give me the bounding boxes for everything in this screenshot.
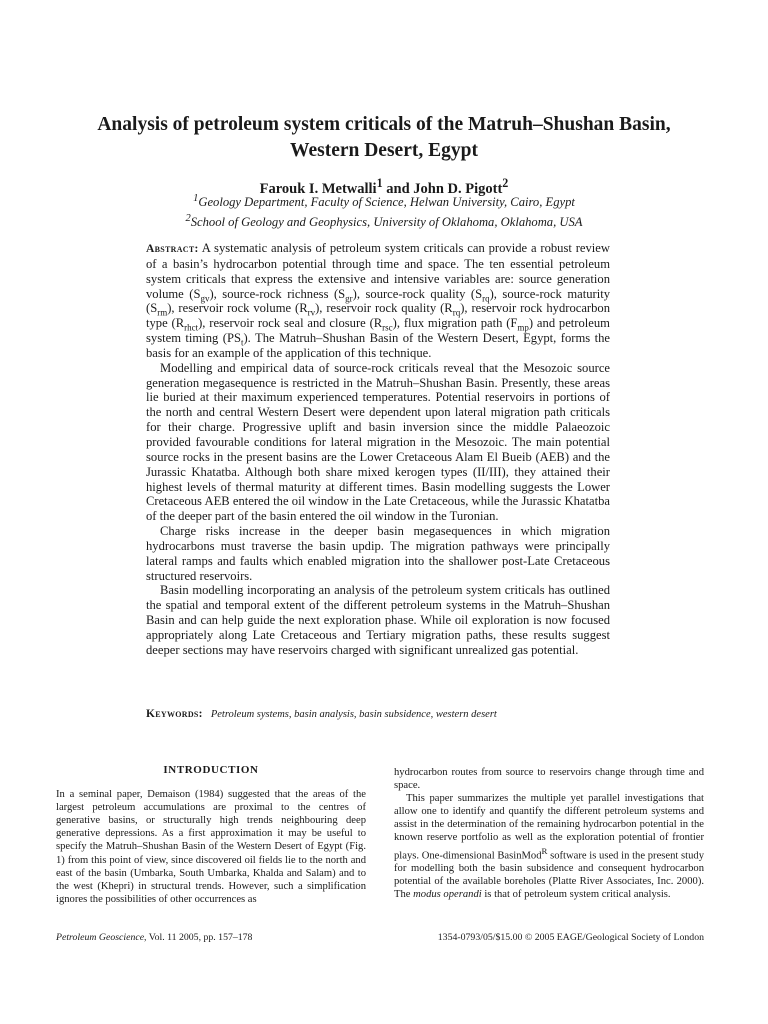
journal-name: Petroleum Geoscience bbox=[56, 932, 145, 943]
abstract-paragraph: Modelling and empirical data of source-rock criticals reveal that the Mesozoic source generation megasequence is restricted in the Matruh–Shushan Basin. Presently, these areas lie buried at their maximum experienced temperatures. Potential reservoirs in portions of the north and central Western Desert were dependent upon lateral migration path criticals for their charge. Progressive uplift and basin inversion since the middle Palaeozoic provided favourable conditions for lateral migration in the Mesozoic. The main potential source rocks in the present basins are the Lower Cretaceous Alam El Bueib (AEB) and the Jurassic Khatatba. Although both share mixed kerogen types (II/III), they attained their highest levels of thermal maturity at different times. Basin modelling suggests the Lower Cretaceous AEB entered the oil window in the Late Cretaceous, while the Jurassic Khatatba of the deeper part of the basin entered the oil window in the Turonian. bbox=[146, 360, 610, 524]
body-paragraph: hydrocarbon routes from source to reservoirs change through time and space. bbox=[394, 767, 704, 792]
author-affil-mark: 2 bbox=[502, 176, 509, 190]
affiliations bbox=[40, 191, 728, 230]
footer-citation bbox=[56, 932, 252, 944]
body-column-left bbox=[56, 764, 366, 906]
abstract bbox=[146, 241, 610, 658]
abstract-heading: Abstract: bbox=[146, 243, 199, 255]
author-name: John D. Pigott bbox=[413, 180, 503, 197]
title-line-1: Analysis of petroleum system criticals of the Matruh–Shushan Basin, bbox=[97, 114, 671, 135]
abstract-paragraph: Abstract: A systematic analysis of petroleum system criticals can provide a robust review of a basin’s hydrocarbon potential through time and space. The ten essential petroleum system criticals that express the extensive and intensive variables are: source generation volume $(S_{gv})$, source-rock richness $(S_{gr})$, source-rock quality $(S_{rq})$, source-rock maturity $(S_{rm})$, reservoir rock volume $(R_{rv})$, reservoir rock quality $(R_{rq})$, reservoir rock hydrocarbon type $(R_{rhct})$, reservoir rock seal and closure $(R_{rsc})$, flux migration path $(F_{mp})$ and petroleum system timing $(PS_t)$. The Matruh–Shushan Basin of the Western Desert, Egypt, forms the basis for an example of the application of this technique. bbox=[146, 241, 611, 360]
body-paragraph: This paper summarizes the multiple yet parallel investigations that allow one to identify and quantify the different petroleum systems and assist in the determination of the remaining hydrocarbon potential in the known reserve portfolio as well as the exploration potential of frontier plays. One-dimensional BasinMod$^R$ software is used in the present study for modelling both the basin subsidence and consequent hydrocarbon potential of the available boreholes (Platte River Associates, Inc. 2000). The modus operandi is that of petroleum system critical analysis. bbox=[394, 793, 704, 901]
keywords-heading: Keywords: bbox=[146, 708, 203, 720]
section-heading: INTRODUCTION bbox=[163, 764, 259, 776]
abstract-paragraph: Basin modelling incorporating an analysis of the petroleum system criticals has outlined the spatial and temporal extent of the different petroleum systems in the Matruh–Shushan Basin and can help guide the next exploration phase. While oil exploration is now focused appropriately along Late Cretaceous and Tertiary migration paths, these results suggest deeper sections may have reservoirs charged with significant unrealized gas potential. bbox=[146, 583, 610, 657]
abstract-paragraph: Charge risks increase in the deeper basin megasequences in which migration hydrocarbons must traverse the basin updip. The migration pathways were principally lateral ramps and faults which enabled migration into the shallower post-Late Cretaceous structured reservoirs. bbox=[146, 524, 610, 583]
title-line-2: Western Desert, Egypt bbox=[290, 140, 478, 161]
author-connector: and bbox=[382, 180, 414, 197]
body-paragraph: In a seminal paper, Demaison (1984) suggested that the areas of the largest petroleum accumulations are proximal to the centres of generative basins, or structurally high trends neighbouring deep generative depressions. As a first approximation it may be useful to specify the Matruh–Shushan Basin of the Western Desert of Egypt (Fig. 1) from this point of view, since discovered oil fields lie to the north and east of the basin (Umbarka, South Umbarka, Khalda and Salam) and to the west (Khepri) in structural trends. However, such a simplification ignores the possibilities of other occurrences as bbox=[56, 789, 366, 905]
affiliation-1: $^1$Geology Department, Faculty of Science, Helwan University, Cairo, Egypt bbox=[193, 193, 575, 210]
paper-title bbox=[40, 112, 728, 164]
keywords bbox=[146, 707, 616, 722]
volume-pages: , Vol. 11 2005, pp. 157–178 bbox=[144, 932, 253, 943]
author-name: Farouk I. Metwalli bbox=[259, 180, 377, 197]
keywords-list: Petroleum systems, basin analysis, basin subsidence, western desert bbox=[210, 709, 497, 720]
footer-copyright: 1354-0793/05/$15.00 © 2005 EAGE/Geological Society of London bbox=[437, 932, 704, 943]
author-affil-mark: 1 bbox=[376, 176, 383, 190]
affiliation-2: $^2$School of Geology and Geophysics, University of Oklahoma, Oklahoma, USA bbox=[185, 212, 583, 229]
body-column-right bbox=[394, 766, 704, 901]
